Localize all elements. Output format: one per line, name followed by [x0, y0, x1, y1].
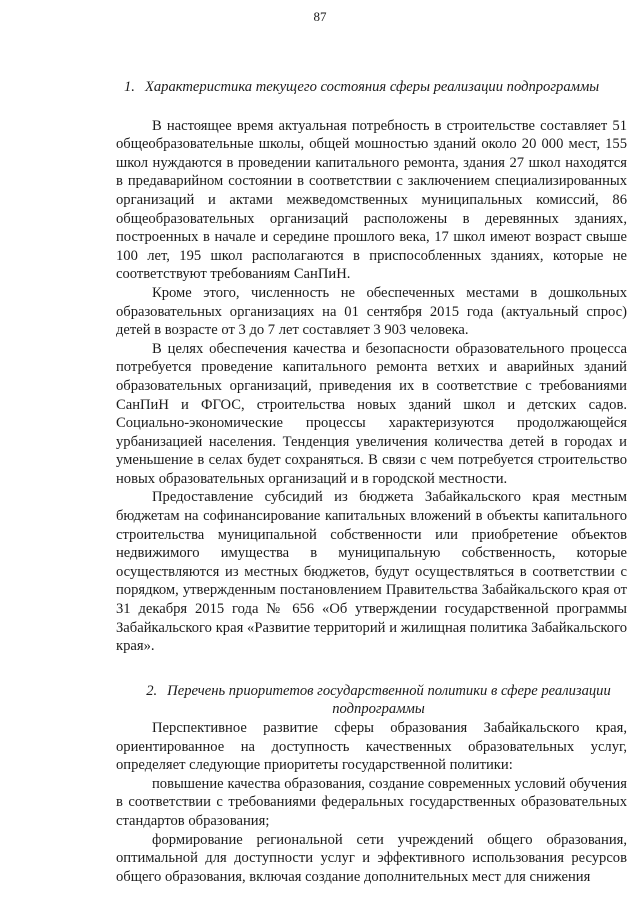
- section-1-paragraph-4: Предоставление субсидий из бюджета Забайкальского края местным бюджетам на софинансирование капитальных вложений в объекты капитального строительства муниципальной собственности или приобретение объектов недвижимого имущества в муниципальную собственность, которые осуществляются из местных бюджетов, будут осуществляться в соответствии с порядком, утвержденным постановлением Правительства Забайкальского края от 31 декабря 2015 года № 656 «Об утверждении государственной программы Забайкальского края «Развитие территорий и жилищная политика Забайкальского края».: [116, 489, 627, 655]
- section-2-title-line-1: 2. Перечень приоритетов государственной политики в сфере реализации: [146, 682, 611, 699]
- section-1-paragraph-2: Кроме этого, численность не обеспеченных местами в дошкольных образовательных организациях на 01 сентября 2015 года (актуальный спрос) детей в возрасте от 3 до 7 лет составляет 3 903 человека.: [116, 284, 627, 339]
- section-2-paragraph-2: повышение качества образования, создание современных условий обучения в соответствии с требованиями федеральных государственных образовательных стандартов образования;: [116, 775, 627, 829]
- section-2-number: 2.: [146, 682, 158, 699]
- section-2-paragraph-3: формирование региональной сети учреждений общего образования, оптимальной для доступности услуг и эффективного использования ресурсов общего образования, включая создание дополнительных мест для снижения: [116, 831, 627, 885]
- section-1-title: Характеристика текущего состояния сферы реализации подпрограммы: [144, 79, 600, 95]
- section-1-number: 1.: [124, 79, 135, 95]
- section-2-paragraph-1: Перспективное развитие сферы образования Забайкальского края, ориентированное на доступность качественных образовательных услуг, определяет следующие приоритеты государственной политики:: [116, 720, 627, 774]
- document-body: [116, 78, 627, 886]
- page-number: 87: [313, 9, 327, 24]
- section-2-heading: [116, 682, 627, 719]
- section-1-paragraph-1: В настоящее время актуальная потребность в строительстве составляет 51 общеобразовательные школы, общей мошностью зданий около 20 000 мест, 155 школ нуждаются в проведении капитального ремонта, здания 27 школ находятся в предаварийном состоянии в соответствии с заключением специализированных организаций и актами межведомственных муниципальных комиссий, 86 общеобразовательных организаций расположены в деревянных зданиях, построенных в начале и середине прошлого века, 17 школ имеют возраст свыше 100 лет, 195 школ располагаются в приспособленных зданиях, которые не соответствуют требованиям СанПиН.: [116, 117, 627, 283]
- section-1-paragraph-3: В целях обеспечения качества и безопасности образовательного процесса потребуется проведение капитального ремонта ветхих и аварийных зданий образовательных организаций, приведения их в соответствие с требованиями СанПиН и ФГОС, строительства новых зданий школ и детских садов. Социально-экономические процессы характеризуются продолжающейся урбанизацией населения. Тенденция увеличения количества детей в городах и уменьшение в селах будет сохраняться. В связи с чем потребуется строительство новых образовательных организаций и в городской местности.: [116, 340, 627, 487]
- section-1-heading: [124, 78, 627, 97]
- section-2-title-line-2: подпрограммы: [332, 701, 425, 718]
